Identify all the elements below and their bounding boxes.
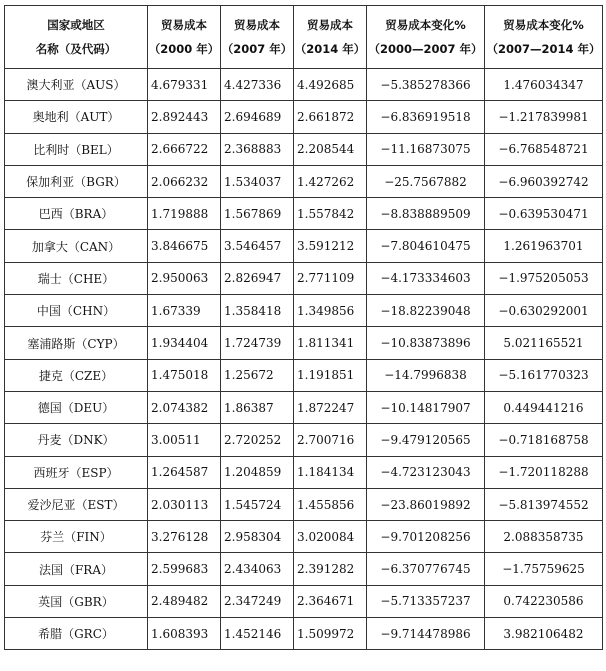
change-2007-2014-cell: −5.161770323 [485,359,603,391]
cost-2007-cell: 1.567869 [221,198,294,230]
cost-2000-cell: 2.066232 [148,165,221,197]
change-2007-2014-cell: 0.449441216 [485,391,603,423]
cost-2014-cell: 2.661872 [294,101,367,133]
cost-2014-cell: 3.591212 [294,230,367,262]
country-cell: 丹麦（DNK） [5,424,148,456]
change-2000-2007-cell: −9.714478986 [367,618,485,650]
cost-2014-cell: 2.391282 [294,553,367,585]
header-change-2000-2007-line1: 贸易成本变化% [385,18,466,32]
country-cell: 塞浦路斯（CYP） [5,327,148,359]
header-cost-2000-line2: （2000 年） [148,42,220,56]
change-2000-2007-cell: −23.86019892 [367,488,485,520]
cost-2014-cell: 1.427262 [294,165,367,197]
change-2007-2014-cell: 1.476034347 [485,69,603,101]
cost-2007-cell: 2.694689 [221,101,294,133]
header-cost-2007 [221,6,294,69]
country-cell: 比利时（BEL） [5,133,148,165]
change-2000-2007-cell: −5.713357237 [367,585,485,617]
cost-2014-cell: 1.811341 [294,327,367,359]
table-body [5,69,603,650]
change-2007-2014-cell: −1.975205053 [485,262,603,294]
cost-2000-cell: 1.719888 [148,198,221,230]
cost-2007-cell: 2.958304 [221,521,294,553]
table-row [5,585,603,617]
change-2000-2007-cell: −25.7567882 [367,165,485,197]
change-2000-2007-cell: −5.385278366 [367,69,485,101]
cost-2014-cell: 4.492685 [294,69,367,101]
change-2000-2007-cell: −9.701208256 [367,521,485,553]
cost-2007-cell: 2.368883 [221,133,294,165]
country-cell: 加拿大（CAN） [5,230,148,262]
header-change-2007-2014 [485,6,603,69]
cost-2007-cell: 1.545724 [221,488,294,520]
change-2000-2007-cell: −14.7996838 [367,359,485,391]
header-country [5,6,148,69]
header-cost-2014-line1: 贸易成本 [307,18,353,32]
change-2007-2014-cell: −1.720118288 [485,456,603,488]
cost-2014-cell: 1.191851 [294,359,367,391]
header-cost-2014-line2: （2014 年） [294,42,366,56]
table-row [5,230,603,262]
header-cost-2007-line1: 贸易成本 [234,18,280,32]
table-row [5,262,603,294]
cost-2000-cell: 2.074382 [148,391,221,423]
table-row [5,165,603,197]
table-row [5,618,603,650]
change-2000-2007-cell: −4.723123043 [367,456,485,488]
cost-2000-cell: 2.030113 [148,488,221,520]
table-row [5,198,603,230]
header-change-2007-2014-line1: 贸易成本变化% [503,18,584,32]
change-2000-2007-cell: −7.804610475 [367,230,485,262]
cost-2014-cell: 2.364671 [294,585,367,617]
cost-2000-cell: 2.599683 [148,553,221,585]
cost-2014-cell: 3.020084 [294,521,367,553]
cost-2014-cell: 1.557842 [294,198,367,230]
change-2007-2014-cell: −6.768548721 [485,133,603,165]
change-2000-2007-cell: −8.838889509 [367,198,485,230]
header-cost-2000-line1: 贸易成本 [161,18,207,32]
change-2000-2007-cell: −6.836919518 [367,101,485,133]
cost-2007-cell: 1.358418 [221,295,294,327]
header-row [5,6,603,69]
table-row [5,553,603,585]
cost-2000-cell: 2.666722 [148,133,221,165]
table-row [5,521,603,553]
cost-2000-cell: 1.264587 [148,456,221,488]
header-country-line2: 名称（及代码） [35,42,117,56]
header-change-2007-2014-line2: （2007—2014 年） [486,42,601,56]
cost-2007-cell: 1.534037 [221,165,294,197]
change-2007-2014-cell: −5.813974552 [485,488,603,520]
header-cost-2007-line2: （2007 年） [221,42,293,56]
cost-2014-cell: 1.509972 [294,618,367,650]
table-row [5,101,603,133]
table-row [5,327,603,359]
change-2000-2007-cell: −10.83873896 [367,327,485,359]
change-2000-2007-cell: −18.82239048 [367,295,485,327]
table-row [5,391,603,423]
cost-2000-cell: 3.846675 [148,230,221,262]
change-2007-2014-cell: −1.217839981 [485,101,603,133]
header-cost-2014 [294,6,367,69]
cost-2000-cell: 1.475018 [148,359,221,391]
country-cell: 保加利亚（BGR） [5,165,148,197]
cost-2007-cell: 1.86387 [221,391,294,423]
cost-2007-cell: 1.25672 [221,359,294,391]
change-2000-2007-cell: −11.16873075 [367,133,485,165]
country-cell: 爱沙尼亚（EST） [5,488,148,520]
table-row [5,424,603,456]
country-cell: 中国（CHN） [5,295,148,327]
cost-2014-cell: 2.208544 [294,133,367,165]
table-row [5,69,603,101]
cost-2000-cell: 3.276128 [148,521,221,553]
cost-2007-cell: 1.452146 [221,618,294,650]
cost-2000-cell: 4.679331 [148,69,221,101]
change-2007-2014-cell: −0.718168758 [485,424,603,456]
change-2007-2014-cell: −0.630292001 [485,295,603,327]
cost-2000-cell: 2.489482 [148,585,221,617]
header-change-2000-2007 [367,6,485,69]
country-cell: 芬兰（FIN） [5,521,148,553]
cost-2007-cell: 1.724739 [221,327,294,359]
country-cell: 法国（FRA） [5,553,148,585]
country-cell: 德国（DEU） [5,391,148,423]
change-2007-2014-cell: −6.960392742 [485,165,603,197]
country-cell: 澳大利亚（AUS） [5,69,148,101]
cost-2000-cell: 1.934404 [148,327,221,359]
table-row [5,133,603,165]
country-cell: 希腊（GRC） [5,618,148,650]
table-row [5,456,603,488]
cost-2007-cell: 2.826947 [221,262,294,294]
country-cell: 瑞士（CHE） [5,262,148,294]
cost-2000-cell: 2.892443 [148,101,221,133]
cost-2014-cell: 1.872247 [294,391,367,423]
table-header [5,6,603,69]
change-2007-2014-cell: 3.982106482 [485,618,603,650]
change-2007-2014-cell: 5.021165521 [485,327,603,359]
change-2007-2014-cell: −1.75759625 [485,553,603,585]
change-2007-2014-cell: 0.742230586 [485,585,603,617]
cost-2014-cell: 1.455856 [294,488,367,520]
cost-2014-cell: 1.349856 [294,295,367,327]
header-cost-2000 [148,6,221,69]
header-country-line1: 国家或地区 [47,18,105,32]
cost-2000-cell: 2.950063 [148,262,221,294]
change-2007-2014-cell: 1.261963701 [485,230,603,262]
cost-2007-cell: 2.434063 [221,553,294,585]
country-cell: 奥地利（AUT） [5,101,148,133]
cost-2000-cell: 3.00511 [148,424,221,456]
cost-2014-cell: 1.184134 [294,456,367,488]
change-2000-2007-cell: −4.173334603 [367,262,485,294]
trade-cost-table [4,5,603,650]
country-cell: 捷克（CZE） [5,359,148,391]
cost-2014-cell: 2.771109 [294,262,367,294]
cost-2000-cell: 1.67339 [148,295,221,327]
table-row [5,359,603,391]
cost-2007-cell: 2.347249 [221,585,294,617]
table-row [5,295,603,327]
cost-2014-cell: 2.700716 [294,424,367,456]
cost-2007-cell: 3.546457 [221,230,294,262]
change-2007-2014-cell: 2.088358735 [485,521,603,553]
change-2007-2014-cell: −0.639530471 [485,198,603,230]
country-cell: 巴西（BRA） [5,198,148,230]
header-change-2000-2007-line2: （2000—2007 年） [368,42,483,56]
table-row [5,488,603,520]
change-2000-2007-cell: −6.370776745 [367,553,485,585]
cost-2007-cell: 4.427336 [221,69,294,101]
change-2000-2007-cell: −9.479120565 [367,424,485,456]
cost-2000-cell: 1.608393 [148,618,221,650]
cost-2007-cell: 2.720252 [221,424,294,456]
cost-2007-cell: 1.204859 [221,456,294,488]
change-2000-2007-cell: −10.14817907 [367,391,485,423]
country-cell: 西班牙（ESP） [5,456,148,488]
country-cell: 英国（GBR） [5,585,148,617]
